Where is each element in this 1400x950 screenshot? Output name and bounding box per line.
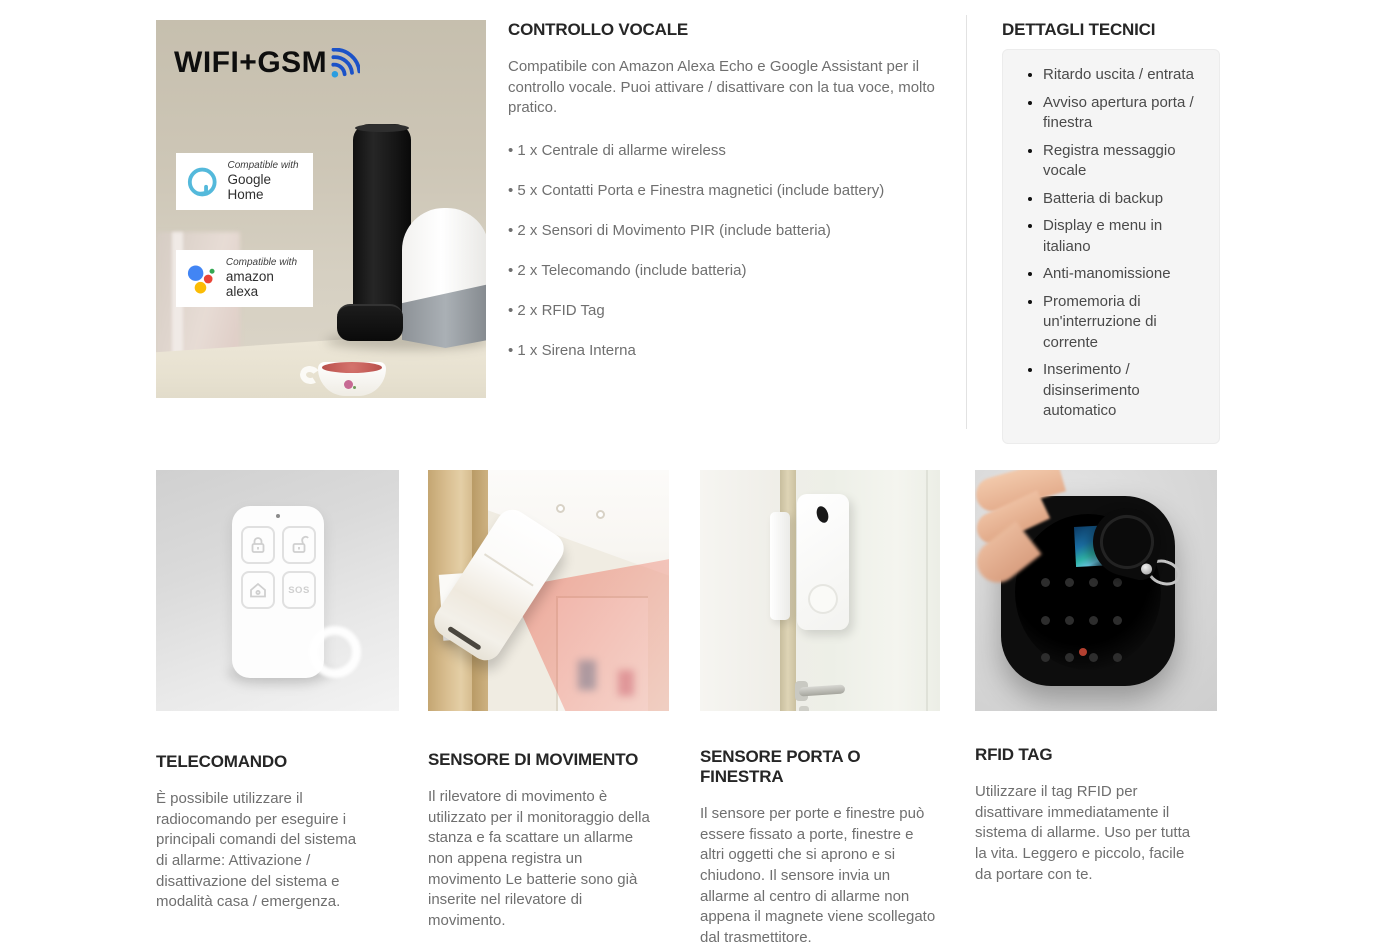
remote-arm-button (241, 526, 275, 564)
tech-detail-item: • Display e menu in italiano (1043, 216, 1209, 257)
voice-control-title: CONTROLLO VOCALE (508, 20, 689, 39)
feature-description-rfid-tag: Utilizzare il tag RFID per disattivare immediatamente il sistema di allarme. Uso per tutta la vita. Leggero e piccolo, facile da portare con te. (975, 783, 1191, 883)
package-item: • 2 x RFID Tag (508, 300, 945, 321)
feature-card-motion-sensor (428, 470, 669, 932)
wifi-signal-icon (322, 48, 360, 86)
sensor-button-circle (808, 584, 838, 614)
tech-detail-item: • Avviso apertura porta / finestra (1043, 93, 1209, 134)
remote-sos-button (282, 571, 316, 609)
remote-home-mode-button (241, 571, 275, 609)
keyring-glow (309, 626, 361, 678)
feature-description-remote: È possibile utilizzare il radiocomando per eseguire i principali comandi del sistema di allarme: Attivazione / disattivazione del sistema e modalità casa / emergenza. (156, 790, 357, 911)
sos-button-label: SOS (288, 584, 310, 596)
keypad-dot (1041, 653, 1050, 662)
tech-detail-item: • Ritardo uscita / entrata (1043, 65, 1209, 86)
voice-control-section (508, 20, 945, 380)
alexa-logo-icon (186, 165, 218, 199)
panel-red-indicator (1079, 648, 1087, 656)
unlock-icon (289, 535, 309, 555)
home-icon (248, 580, 268, 600)
amazon-alexa-compatibility-badge (176, 250, 313, 307)
keypad-dot (1041, 616, 1050, 625)
feature-title-door-sensor: SENSORE PORTA O FINESTRA (700, 747, 861, 786)
remote-led (276, 514, 280, 518)
cup-flower-decor (344, 380, 353, 389)
keypad-dot (1113, 616, 1122, 625)
door-sensor-magnet (770, 512, 790, 620)
keypad-dot (1065, 578, 1074, 587)
tech-detail-item: • Promemoria di un'interruzione di corrente (1043, 292, 1209, 354)
feature-card-door-sensor (700, 470, 940, 949)
tech-detail-item: • Inserimento / disinserimento automatico (1043, 360, 1209, 422)
feature-description-motion-sensor: Il rilevatore di movimento è utilizzato per il monitoraggio della stanza e fa scattare un allarme non appena registra un movimento Le batterie sono già inserite nel rilevatore di movimento. (428, 788, 650, 930)
ceiling-spotlight (556, 504, 565, 513)
amazon-echo-top-ring (355, 124, 409, 132)
keypad-dot (1041, 578, 1050, 587)
door-sensor-photo (700, 470, 940, 711)
tech-details-section (1002, 20, 1220, 444)
tech-details-list (1015, 65, 1209, 422)
door-panel-edge (926, 470, 928, 711)
google-home-speaker (402, 208, 486, 348)
package-item: • 2 x Telecomando (include batteria) (508, 260, 945, 281)
keypad-dot (1089, 616, 1098, 625)
tech-detail-item: • Anti-manomissione (1043, 264, 1209, 285)
badge-compatible-with-text: Compatible with (227, 160, 299, 172)
keypad-dot (1065, 653, 1074, 662)
feature-card-rfid-tag (975, 470, 1217, 885)
package-item: • 5 x Contatti Porta e Finestra magnetici (include battery) (508, 180, 945, 201)
amazon-echo-dot-speaker (337, 304, 403, 341)
feature-title-remote: TELECOMANDO (156, 752, 287, 771)
package-item: • 1 x Centrale di allarme wireless (508, 140, 945, 161)
tech-details-title: DETTAGLI TECNICI (1002, 20, 1156, 39)
lock-icon (248, 535, 268, 555)
sensor-led-opening (815, 505, 831, 525)
google-home-compatibility-badge (176, 153, 313, 210)
keypad-dot (1065, 616, 1074, 625)
feature-title-rfid-tag: RFID TAG (975, 745, 1053, 764)
wifi-gsm-label: WIFI+GSM (174, 46, 328, 79)
google-assistant-logo-icon (186, 262, 217, 296)
voice-control-intro: Compatibile con Amazon Alexa Echo e Google Assistant per il controllo vocale. Puoi attivare / disattivare con la tua voce, molto pratico. (508, 58, 935, 117)
keypad-dot (1089, 653, 1098, 662)
package-item: • 1 x Sirena Interna (508, 340, 945, 361)
remote-control-photo (156, 470, 399, 711)
rfid-tag-photo (975, 470, 1217, 711)
tech-detail-item: • Registra messaggio vocale (1043, 141, 1209, 182)
door-handle-lever (799, 684, 846, 696)
tech-details-box (1002, 49, 1220, 444)
feature-description-door-sensor: Il sensore per porte e finestre può essere fissato a porte, finestre e altri oggetti che si aprono e si chiudono. Il sensore invia un allarme al centro di allarme non appena il magnete viene scollegato dal trasmettitore. (700, 805, 936, 947)
ceiling-spotlight (596, 510, 605, 519)
keypad-dot (1113, 578, 1122, 587)
remote-disarm-button (282, 526, 316, 564)
tea-cup (294, 356, 410, 398)
package-contents-list (508, 140, 945, 361)
tea-surface (322, 362, 382, 373)
door-keyhole (799, 706, 809, 711)
door-sensor-transmitter (797, 494, 849, 630)
feature-title-motion-sensor: SENSORE DI MOVIMENTO (428, 750, 639, 769)
badge-compatible-with-text: Compatible with (225, 257, 298, 269)
package-item: • 2 x Sensori di Movimento PIR (include batteria) (508, 220, 945, 241)
hero-product-image (156, 20, 486, 398)
keypad-dot (1113, 653, 1122, 662)
motion-sensor-photo (428, 470, 669, 711)
feature-card-remote (156, 470, 399, 913)
badge-google-home-text: Google Home (227, 171, 272, 203)
keypad-dot (1089, 578, 1098, 587)
vertical-divider (966, 15, 967, 429)
badge-amazon-alexa-text: amazon alexa (225, 268, 274, 300)
tech-detail-item: • Batteria di backup (1043, 189, 1209, 210)
